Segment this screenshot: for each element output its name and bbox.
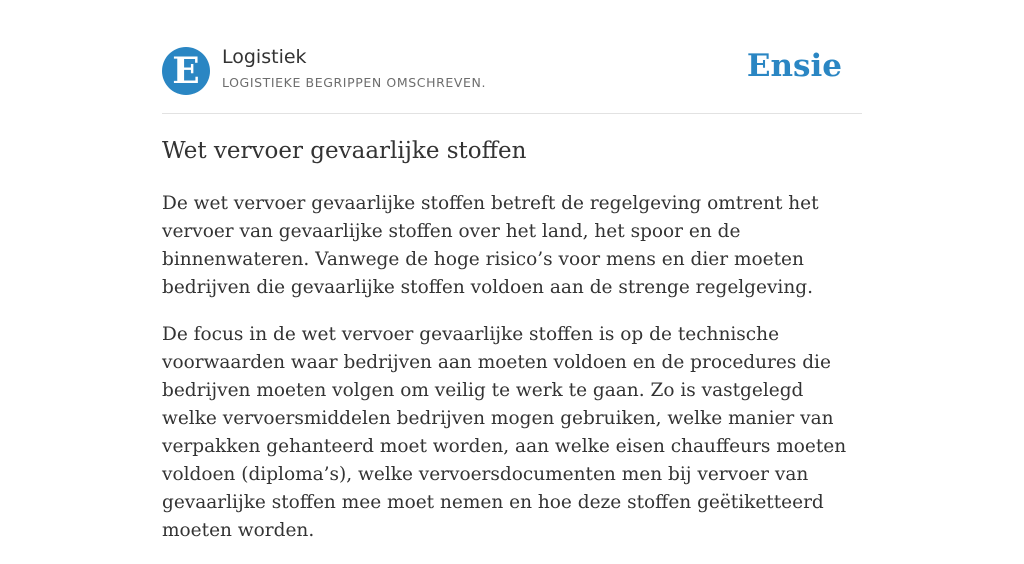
site-tagline: LOGISTIEKE BEGRIPPEN OMSCHREVEN. xyxy=(222,75,487,90)
paragraph-1: De wet vervoer gevaarlijke stoffen betreft de regelgeving omtrent het vervoer van gevaarlijke stoffen over het land, het spoor en de binnenwateren. Vanwege de hoge risico’s voor mens en dier moeten bedrijven die gevaarlijke stoffen voldoen aan de strenge regelgeving. xyxy=(162,193,819,298)
logo-icon[interactable]: E xyxy=(162,47,210,95)
brand-link[interactable]: Ensie xyxy=(746,48,842,84)
page-title: Wet vervoer gevaarlijke stoffen xyxy=(162,138,527,164)
paragraph-2: De focus in de wet vervoer gevaarlijke stoffen is op de technische voorwaarden waar bedrijven aan moeten voldoen en de procedures die bedrijven moeten volgen om veilig te werk te gaan. Zo is vastgelegd welke vervoersmiddelen bedrijven mogen gebruiken, welke manier van verpakken gehanteerd moet worden, aan welke eisen chauffeurs moeten voldoen (diploma’s), welke vervoersdocumenten men bij vervoer van gevaarlijke stoffen mee moet nemen en hoe deze stoffen geëtiketteerd moeten worden. xyxy=(162,324,847,541)
site-title-link[interactable]: Logistiek xyxy=(222,46,307,68)
content-container xyxy=(162,0,862,541)
site-header xyxy=(162,0,862,114)
article-body xyxy=(162,190,862,564)
